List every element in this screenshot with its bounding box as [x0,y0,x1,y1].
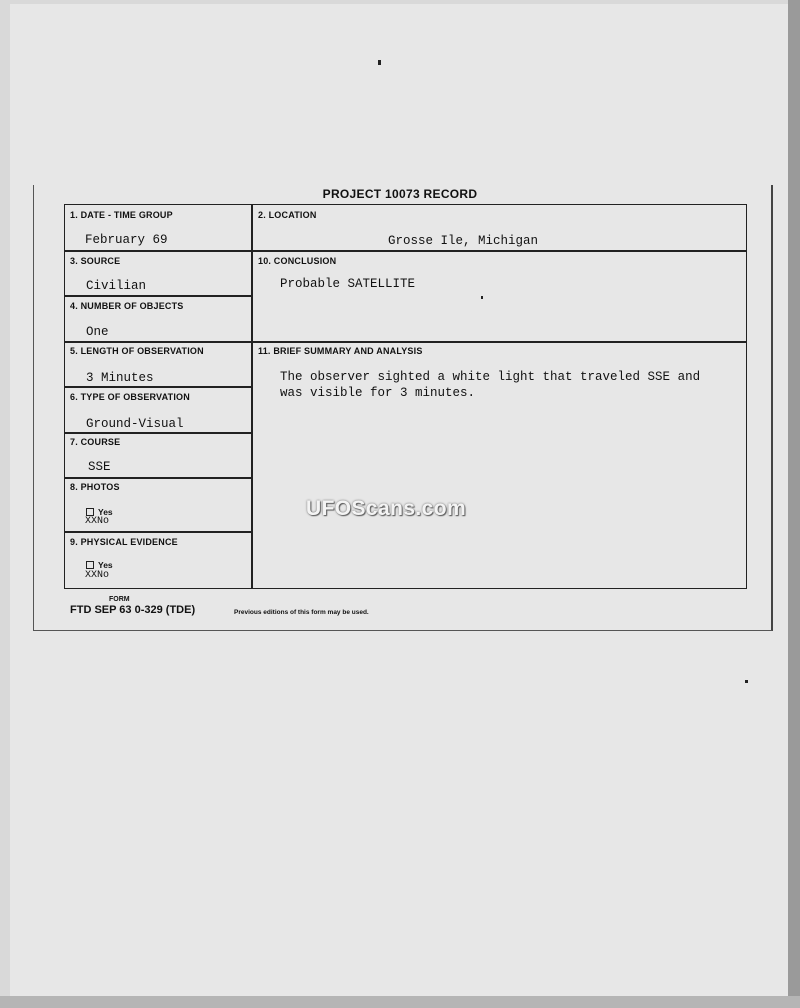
row-divider [64,250,747,252]
length-of-observation-label: 5. LENGTH OF OBSERVATION [70,346,204,356]
summary-line: was visible for 3 minutes. [280,386,476,400]
type-of-observation-label: 6. TYPE OF OBSERVATION [70,392,190,402]
watermark-text: UFOScans.com [306,497,467,520]
checkbox-icon [86,561,94,569]
physical-evidence-yes-label: Yes [98,560,113,570]
course-label: 7. COURSE [70,437,121,447]
number-of-objects-value: One [86,325,109,339]
row-divider [64,341,252,343]
photos-label: 8. PHOTOS [70,482,120,492]
row-divider [64,295,252,297]
row-divider [64,531,252,533]
record-title: PROJECT 10073 RECORD [322,187,478,201]
source-value: Civilian [86,279,147,293]
form-word: FORM [109,596,130,603]
conclusion-value: Probable SATELLITE [280,277,416,291]
brief-summary-text [280,369,730,401]
photos-no-option: XXNo [85,516,110,527]
location-value: Grosse Ile, Michigan [388,234,539,248]
summary-line: The observer sighted a white light that traveled SSE and [280,370,701,384]
date-time-group-label: 1. DATE - TIME GROUP [70,210,173,220]
type-of-observation-value: Ground-Visual [86,417,184,431]
date-time-group-value: February 69 [85,233,168,247]
physical-evidence-no-option: XXNo [85,570,110,581]
scan-edge-right [788,0,800,1008]
checkbox-icon [86,508,94,516]
brief-summary-label: 11. BRIEF SUMMARY AND ANALYSIS [258,346,423,356]
row-divider [251,341,747,343]
form-note: Previous editions of this form may be used. [234,609,369,616]
row-divider [64,386,252,388]
form-code: FTD SEP 63 0-329 (TDE) [70,604,196,616]
scan-speck [378,60,381,65]
physical-evidence-yes-option [86,560,113,570]
scan-edge-bottom [0,996,800,1008]
physical-evidence-label: 9. PHYSICAL EVIDENCE [70,537,178,547]
source-label: 3. SOURCE [70,256,121,266]
length-of-observation-value: 3 Minutes [86,371,154,385]
conclusion-label: 10. CONCLUSION [258,256,337,266]
row-divider [64,432,252,434]
course-value: SSE [88,460,111,474]
photos-yes-label: Yes [98,507,113,517]
row-divider [64,477,252,479]
location-label: 2. LOCATION [258,210,317,220]
number-of-objects-label: 4. NUMBER OF OBJECTS [70,301,184,311]
scan-speck [745,680,748,683]
